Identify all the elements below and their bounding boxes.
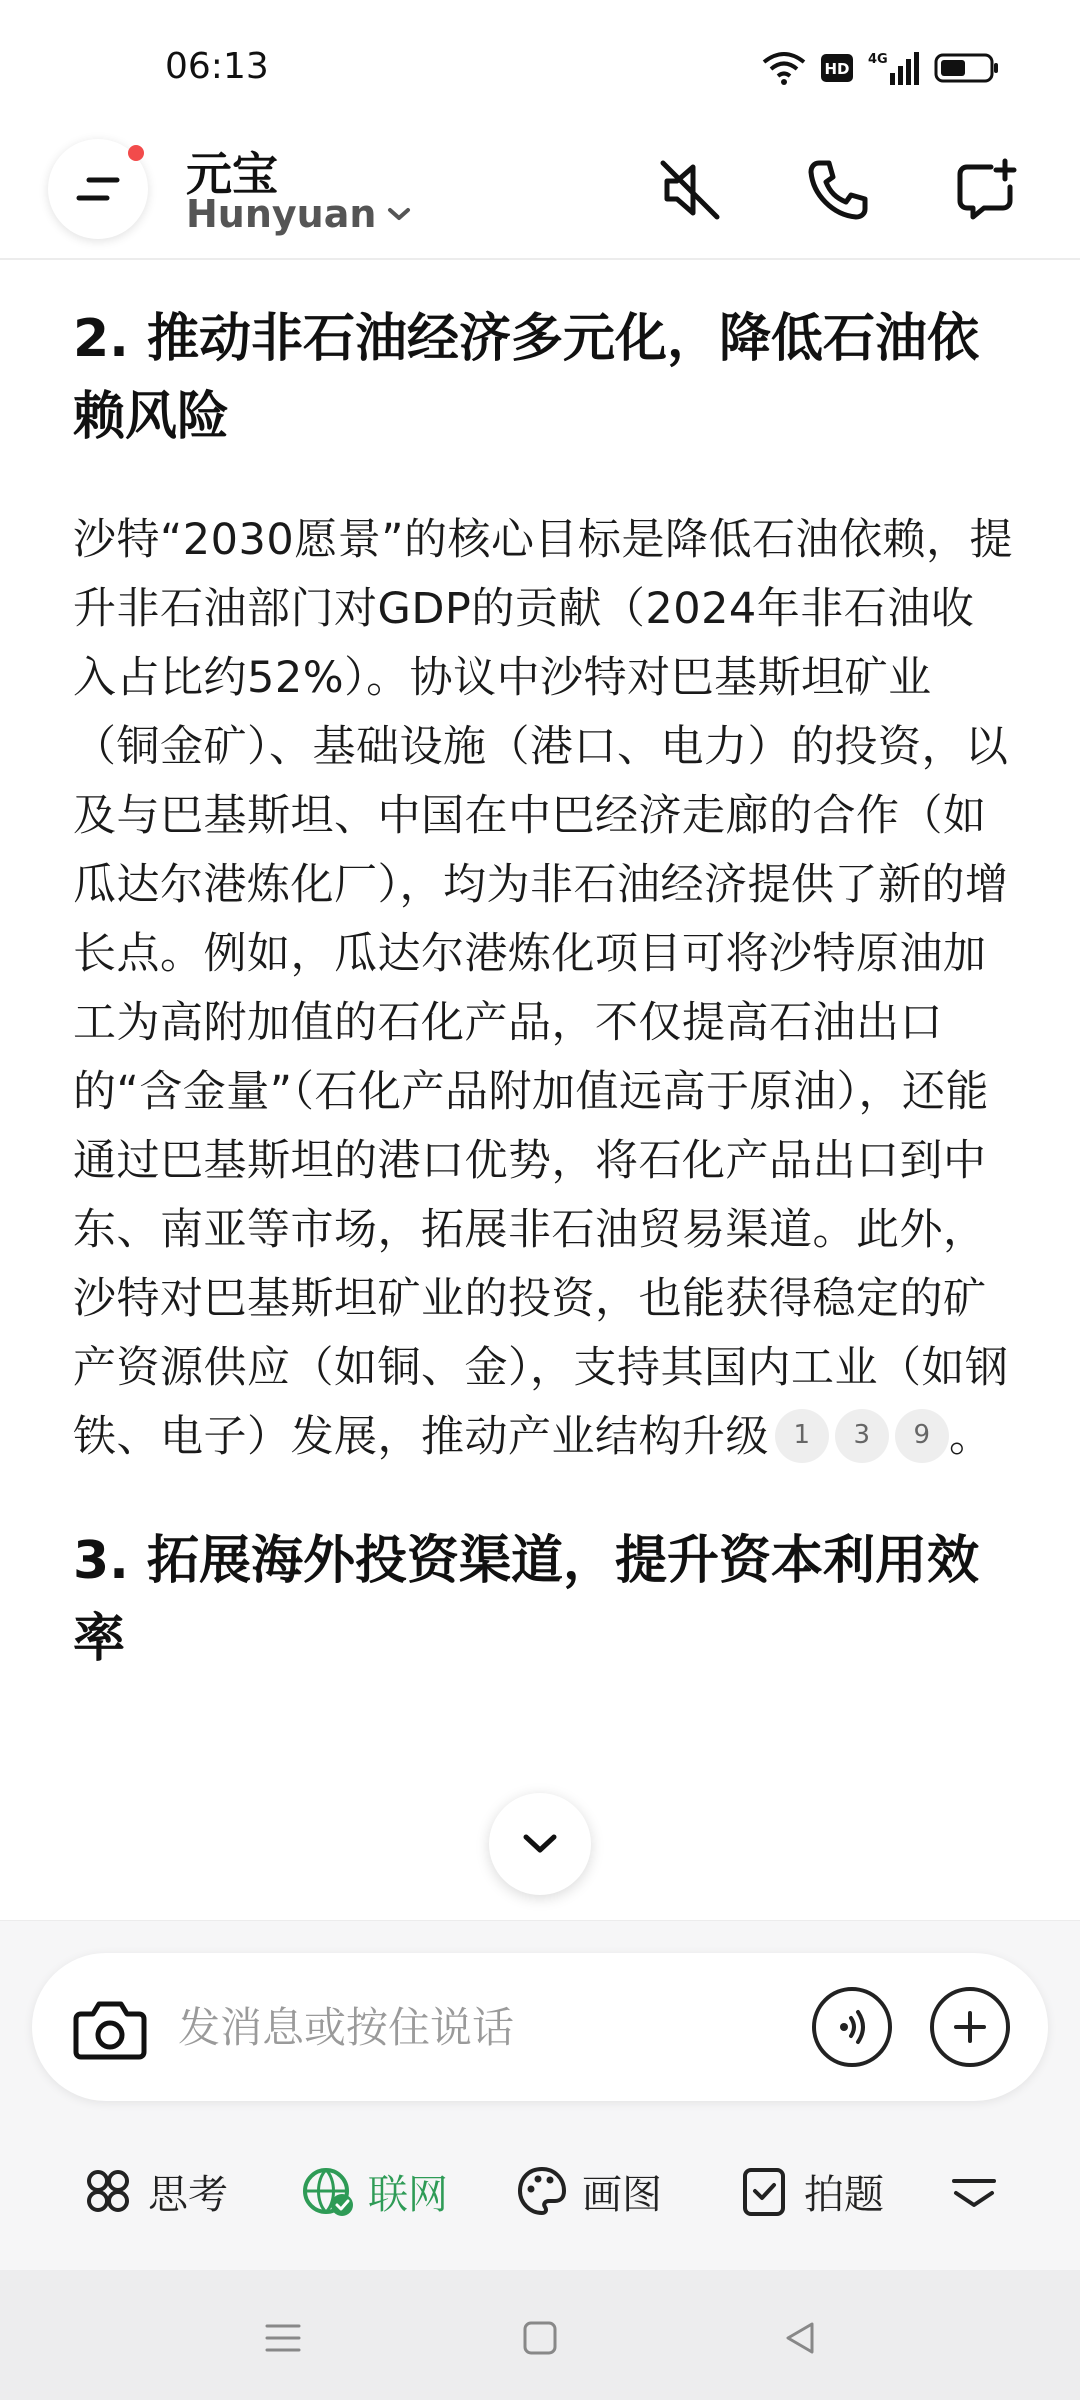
draw-label: 画图 xyxy=(582,2171,662,2218)
svg-text:4G: 4G xyxy=(868,52,888,67)
paragraph-text: 沙特“2030愿景”的核心目标是降低石油依赖，提升非石油部门对GDP的贡献（2024年非石油收入占比约52%）。协议中沙特对巴基斯坦矿业（铜金矿）、基础设施（港口、电力）的投资，以及与巴基斯坦、中国在中巴经济走廊的合作（如瓜达尔港炼化厂），均为非石油经济提供了新的增长点。例如，瓜达尔港炼化项目可将沙特原油加工为高附加值的石化产品，不仅提高石油出口的“含金量”（石化产品附加值远高于原油），还能通过巴基斯坦的港口优势，将石化产品出口到中东、南亚等市场，拓展非石油贸易渠道。此外，沙特对巴基斯坦矿业的投资，也能获得稳定的矿产资源供应（如铜、金），支持其国内工业（如钢铁、电子）发展，推动产业结构升级 xyxy=(73,515,1013,1462)
menu-icon xyxy=(73,170,123,208)
status-icons xyxy=(762,48,1000,88)
think-tool[interactable] xyxy=(80,2159,228,2223)
expand-icon xyxy=(946,2163,1002,2219)
paragraph-end: 。 xyxy=(949,1412,993,1462)
back-button[interactable] xyxy=(770,2308,830,2368)
web-search-label: 联网 xyxy=(368,2171,448,2218)
phone-icon xyxy=(803,155,873,225)
battery-icon xyxy=(934,52,1000,84)
back-triangle-icon xyxy=(780,2318,820,2358)
voice-wave-icon xyxy=(829,2004,875,2050)
tool-bar xyxy=(0,2141,1080,2241)
hd-icon xyxy=(820,53,854,83)
new-chat-button[interactable] xyxy=(946,150,1026,230)
citation-badge-9[interactable]: 9 xyxy=(895,1409,949,1463)
model-name: Hunyuan xyxy=(186,192,377,236)
square-icon xyxy=(520,2318,560,2358)
call-button[interactable] xyxy=(798,150,878,230)
citation-badge-3[interactable]: 3 xyxy=(835,1409,889,1463)
composer-panel xyxy=(0,1920,1080,2271)
citation-badge-1[interactable]: 1 xyxy=(775,1409,829,1463)
chevron-down-icon xyxy=(386,205,412,223)
camera-button[interactable] xyxy=(70,1989,150,2069)
section-heading-2: 2. 推动非石油经济多元化，降低石油依赖风险 xyxy=(73,309,980,447)
home-button[interactable] xyxy=(510,2308,570,2368)
notification-dot xyxy=(128,145,144,161)
clipboard-check-icon xyxy=(736,2163,792,2219)
section-paragraph xyxy=(73,506,1013,1472)
new-chat-icon xyxy=(951,155,1021,225)
menu-button[interactable] xyxy=(48,139,148,239)
plus-icon xyxy=(950,2007,990,2047)
status-time: 06:13 xyxy=(165,46,269,87)
model-selector[interactable] xyxy=(186,192,412,236)
web-search-tool[interactable] xyxy=(300,2159,448,2223)
recent-apps-button[interactable] xyxy=(253,2308,313,2368)
palette-icon xyxy=(514,2163,570,2219)
input-bar xyxy=(32,1953,1048,2101)
message-input[interactable] xyxy=(178,1997,778,2057)
svg-text:HD: HD xyxy=(824,60,850,78)
photo-question-label: 拍题 xyxy=(804,2171,884,2218)
mute-button[interactable] xyxy=(650,150,730,230)
section-heading-3: 3. 拓展海外投资渠道，提升资本利用效率 xyxy=(73,1531,980,1669)
speaker-muted-icon xyxy=(655,155,725,225)
system-nav-bar xyxy=(0,2270,1080,2400)
app-title: 元宝 xyxy=(186,147,278,201)
wifi-icon xyxy=(762,50,806,86)
photo-question-tool[interactable] xyxy=(736,2159,884,2223)
globe-check-icon xyxy=(300,2163,356,2219)
app-header xyxy=(0,130,1080,260)
voice-button[interactable] xyxy=(812,1987,892,2067)
signal-icon xyxy=(868,49,920,87)
camera-icon xyxy=(71,1994,149,2064)
chevron-down-icon xyxy=(520,1831,560,1857)
message-content xyxy=(73,300,1013,1678)
menu-lines-icon xyxy=(263,2320,303,2356)
draw-tool[interactable] xyxy=(514,2159,662,2223)
scroll-to-bottom-button[interactable] xyxy=(489,1793,591,1895)
think-icon xyxy=(80,2163,136,2219)
think-label: 思考 xyxy=(148,2171,228,2218)
expand-tools-button[interactable] xyxy=(946,2159,1002,2223)
status-bar xyxy=(0,0,1080,130)
add-button[interactable] xyxy=(930,1987,1010,2067)
